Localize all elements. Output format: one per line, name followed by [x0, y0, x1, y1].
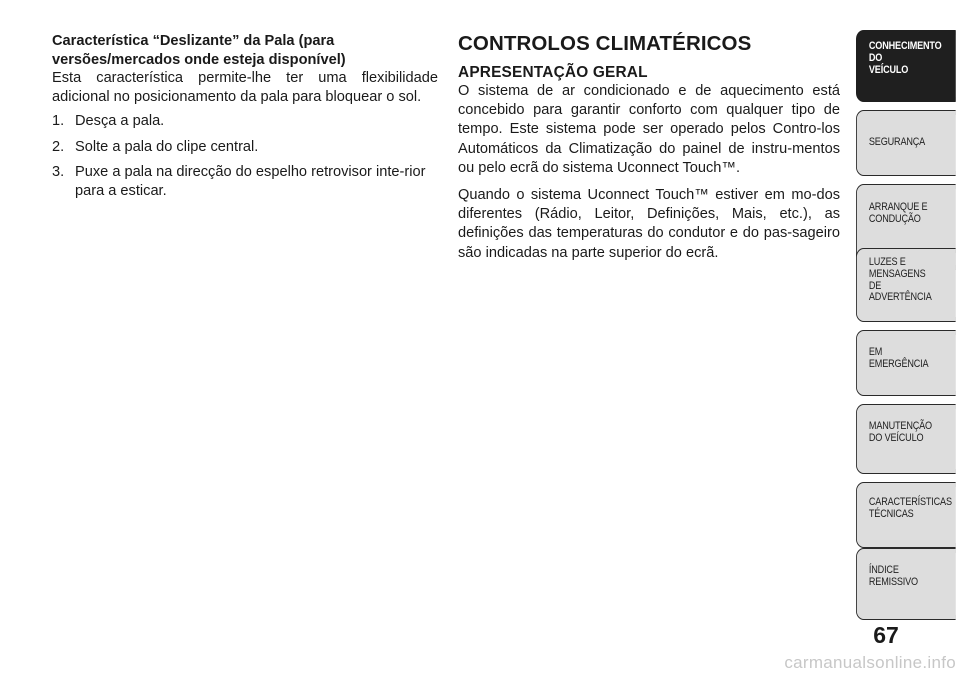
page-number: 67 [873, 622, 899, 648]
left-column [52, 32, 438, 207]
tab-label: SEGURANÇA [868, 136, 926, 148]
tab-label: REMISSIVO [868, 575, 918, 588]
tab-caracteristicas-tecnicas[interactable] [856, 482, 956, 548]
step-number: 1. [52, 113, 65, 130]
tab-label: CONHECIMENTO [868, 40, 942, 52]
tab-label: CARACTERÍSTICAS [868, 496, 952, 508]
footer-watermark: carmanualsonline.info [784, 653, 956, 672]
step-text: Desça a pala. [75, 113, 165, 130]
step-number: 2. [52, 138, 65, 155]
steps-list [52, 112, 438, 201]
subheading-line-2: versões/mercados onde esteja disponível) [52, 51, 346, 68]
list-item [52, 112, 438, 131]
tab-label: ÍNDICE [868, 564, 899, 576]
step-text: Puxe a pala na direcção do espelho retrovisor inte-rior para a esticar. [75, 163, 426, 200]
tab-manutencao-do-veiculo[interactable] [856, 404, 956, 474]
tab-luzes-e-mensagens[interactable] [856, 248, 956, 322]
tab-label: VEÍCULO [868, 63, 909, 76]
subheading-sliding-visor [52, 32, 438, 69]
tab-label: LUZES E [868, 256, 906, 268]
tab-label: MENSAGENS [868, 267, 926, 280]
tab-label: ARRANQUE E [868, 201, 928, 213]
tab-label: MANUTENÇÃO [868, 420, 932, 432]
list-item [52, 163, 438, 201]
tab-em-emergencia[interactable] [856, 330, 956, 396]
tab-label: EM [868, 346, 883, 358]
tab-label: ADVERTÊNCIA [868, 291, 932, 304]
tab-seguranca[interactable] [856, 110, 956, 176]
list-item [52, 138, 438, 157]
subheading-line-1: Característica “Deslizante” da Pala (para [52, 33, 335, 49]
tab-indice-remissivo[interactable] [856, 548, 956, 620]
tab-label: CONDUÇÃO [868, 212, 921, 225]
step-number: 3. [52, 163, 65, 180]
tab-label: DO VEÍCULO [868, 431, 924, 444]
tab-label: DE [868, 279, 882, 292]
intro-paragraph: Esta característica permite-lhe ter uma flexibilidade adicional no posicionamento da pala para bloquear o sol. [52, 70, 438, 106]
section-title: APRESENTAÇÃO GERAL [458, 64, 648, 81]
chapter-title: CONTROLOS CLIMATÉRICOS [458, 32, 752, 55]
tab-label: EMERGÊNCIA [868, 357, 929, 370]
tab-conhecimento-do-veiculo[interactable] [856, 30, 956, 102]
tab-label: DO [868, 51, 883, 64]
body-paragraph: Quando o sistema Uconnect Touch™ estiver em mo-dos diferentes (Rádio, Leitor, Definições, Mais, etc.), as definições das temperaturas do condutor e do pas-sageiro são indicadas na parte superior do ecrã. [458, 187, 840, 261]
right-column [458, 32, 840, 263]
step-text: Solte a pala do clipe central. [75, 138, 259, 155]
body-paragraph: O sistema de ar condicionado e de aquecimento está concebido para garantir conforto com qualquer tipo de tempo. Este sistema pode ser operado pelos Contro-los Automáticos da Climatização do painel de instru-mentos ou pelo ecrã do sistema Uconnect Touch™. [458, 83, 840, 176]
tab-label: TÉCNICAS [868, 507, 914, 520]
